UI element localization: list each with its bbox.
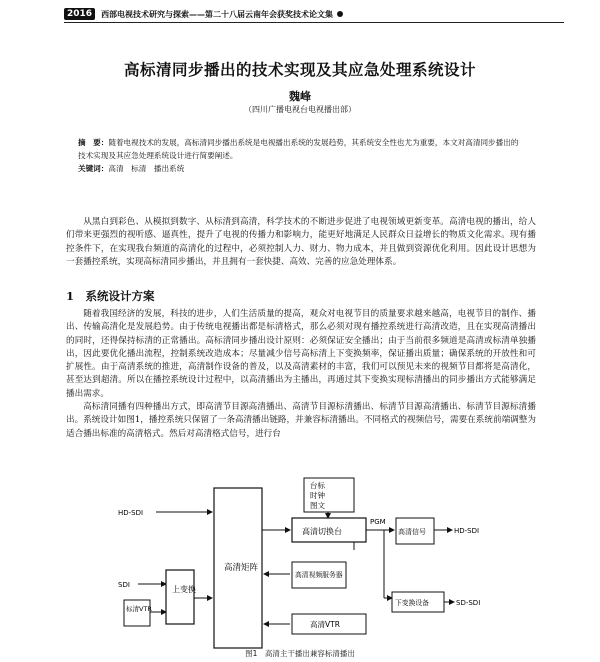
hd-signal-label: 高清信号 <box>398 528 426 536</box>
section-paragraph: 高标清同播有四种播出方式，即高清节目源高清播出、高清节目源标清播出、标清节目源高清播出、标清节目源标清播出。系统设计如图1，播控系统只保留了一条高清播出链路，并兼容标清播出。不同格式的视频信号，需要在系统前端调整为适合播出标准的高清格式。然后对高清格式信号，进行台 <box>66 402 536 439</box>
running-header <box>64 6 564 23</box>
logo-char-1: 台标 <box>310 481 325 490</box>
hd-sdi-in-label: HD-SDI <box>118 509 144 517</box>
year-badge: 2016 <box>64 8 95 20</box>
sdi-in-label: SDI <box>118 581 130 589</box>
hd-vtr-label: 高清VTR <box>310 620 340 629</box>
upconvert-box <box>166 570 194 624</box>
keywords-line <box>78 162 520 175</box>
diagram-svg <box>114 474 514 654</box>
logo-char-2: 时钟 <box>310 491 325 500</box>
hd-sdi-out-label: HD-SDI <box>454 527 480 535</box>
sd-vtr-label: 标清VTR <box>126 605 152 613</box>
bullet-icon <box>337 11 343 17</box>
abstract-text: 随着电视技术的发展，高标清同步播出系统是电视播出系统的发展趋势，其系统安全性也尤为重要，本文对高清同步播出的技术实现及其应急处理系统设计进行简要阐述。 <box>78 138 519 160</box>
paper-title: 高标清同步播出的技术实现及其应急处理系统设计 <box>123 60 476 79</box>
figure-caption: 图1 高清主干播出兼容标清播出 <box>245 649 355 658</box>
upconvert-label: 上变换 <box>172 585 196 594</box>
logo-char-3: 图文 <box>310 501 325 510</box>
keywords-label: 关键词： <box>78 164 109 173</box>
section-body <box>66 308 536 441</box>
downconvert-label: 下变换设备 <box>395 599 429 607</box>
intro-paragraph: 从黑白到彩色、从模拟到数字、从标清到高清，科学技术的不断进步促进了电视领域更新变革。高清电视的播出，给人们带来更强烈的视听感、逼真性，提升了电视的传播力和影响力，能更好地满足人民群众日益增长的物质文化需求。现有播控条件下，在实现我台频道的高清化的过程中，必须控制人力、财力、物力成本，并且做到资源优化利用。因此设计思想为一套播控系统，实现高标清同步播出，并且拥有一套快捷、高效、完善的应急处理体系。 <box>66 217 536 267</box>
introduction <box>66 216 536 269</box>
sd-vtr-box <box>124 600 150 626</box>
keywords-text: 高清 标清 播出系统 <box>108 164 185 173</box>
sd-sdi-out-label: SD-SDI <box>456 599 481 607</box>
abstract-paragraph <box>78 136 520 162</box>
section-paragraph: 随着我国经济的发展，科技的进步，人们生活质量的提高，观众对电视节目的质量要求越来越高，电视节目的制作、播出、传输高清化是发展趋势。由于传统电视播出都是标清格式，那么必须对现有播控系统进行高清改造，且在实现高清播出的同时，还得保持标清的正常播出。高标清同步播出设计原则：必须保证安全播出；由于当前很多频道是高清或标清单独播出，因此要优化播出流程，控制系统改造成本；尽量减少信号高标清上下变换频率，保证播出质量；确保系统的开放性和可扩展性。由于高清系统的推进，高清制作设备的普及，以及高清素材的丰富，我们可以预见未来的视频节目都将是高清化，甚至达到超清。所以在播控系统设计过程中，以高清播出为主播出，再通过其下变换实现标清播出的同步播出方式能够满足播出需求。 <box>66 309 536 399</box>
journal-title: 西部电视技术研究与探索——第二十八届云南年会获奖技术论文集 <box>101 9 334 19</box>
video-server-label: 高清视频服务器 <box>295 571 343 579</box>
author-name: 魏峰 <box>289 90 311 103</box>
hd-switcher-label: 高清切换台 <box>302 527 342 536</box>
system-diagram <box>114 474 514 654</box>
abstract-label: 摘 要： <box>78 138 109 147</box>
hd-matrix-label: 高清矩阵 <box>224 563 259 573</box>
pgm-label: PGM <box>370 518 386 526</box>
abstract-block <box>78 136 520 175</box>
section-heading: 1 系统设计方案 <box>66 289 155 303</box>
author-affiliation: （四川广播电视台电视播出部） <box>244 105 356 114</box>
